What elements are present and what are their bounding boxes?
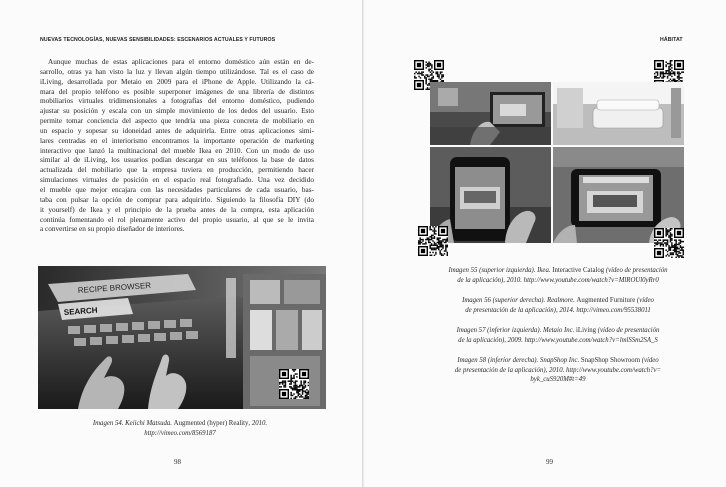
- photo-realmore-augmented-furniture: [553, 82, 684, 145]
- qr-code-image-58: [654, 228, 684, 258]
- caption-58-label: Imagen 58 (inferior derecha). SnapShop Inc.: [457, 357, 581, 364]
- right-page: [364, 0, 726, 487]
- body-line: interactivo que lanzó la multinacional del mueble Ikea en 2010. Con un modo de uso: [40, 146, 314, 155]
- body-line: simulaciones virtuales de posición en el espacio real fotografiado. Una vez decidido: [40, 176, 314, 185]
- caption-58-tail: (vídeo: [640, 357, 659, 364]
- caption-58-line2: de presentación de la aplicación), 2010. http://www.youtube.com/watch?v=: [454, 366, 662, 374]
- left-page: [0, 0, 362, 487]
- body-line: actualizada del mobiliario que la empresa tuviera en producción, permitiendo hacer: [40, 166, 314, 175]
- body-line: Aunque muchas de estas aplicaciones para el entorno doméstico aún están en de-: [48, 58, 314, 66]
- body-line: continúa fomentando el rol plenamente activo del propio usuario, al que se le invita: [40, 215, 314, 224]
- page-number-left: 98: [174, 458, 181, 466]
- caption-image-57: [428, 326, 688, 345]
- body-line: iLiving, desarrollada por Metaio en 2009 para el iPhone de Apple. Utilizando la cá-: [40, 77, 314, 86]
- caption-image-58: [428, 356, 688, 385]
- caption-image-56: [428, 296, 688, 315]
- ar-search-label: SEARCH: [63, 305, 98, 317]
- caption-56-title: Augmented Furniture: [576, 297, 636, 304]
- caption-56-tail: (vídeo: [635, 297, 654, 304]
- body-line: similar al de iLiving, los usuarios podían descargar en sus teléfonos la base de datos: [40, 156, 314, 165]
- body-line: mobiliarios virtuales tridimensionales a fotografías del entorno doméstico, pudiendo: [40, 97, 314, 106]
- caption-image-54: [40, 419, 320, 438]
- caption-57-title: iLiving: [576, 327, 597, 334]
- body-line: taba con pulsar la opción de comprar para adquirirlo. Siguiendo la filosofía DIY (do: [40, 195, 314, 204]
- qr-code-image-54: [279, 369, 309, 399]
- body-line: un espacio y sopesar su idoneidad antes de adquirirla. Entre otras aplicaciones simi-: [40, 126, 314, 135]
- caption-54-tail: , 2010.: [248, 420, 268, 427]
- qr-code-image-57: [418, 226, 448, 256]
- body-line: it yourself) de Ikea y el principio de la prueba antes de la compra, esta aplicación: [40, 205, 314, 214]
- caption-55-line2: de la aplicación), 2010. http://www.youtube.com/watch?v=MlROUl0yRr0: [457, 276, 659, 284]
- running-head-left: NUEVAS TECNOLOGÍAS, NUEVAS SENSIBILIDADES: ESCENARIOS ACTUALES Y FUTUROS: [40, 37, 276, 43]
- caption-56-line2: de presentación de la aplicación), 2014. http://vimeo.com/95538011: [465, 306, 651, 314]
- caption-54-url: http://vimeo.com/8569187: [144, 429, 216, 437]
- body-line: el mueble que mejor encajara con las necesidades particulares de cada usuario, bas-: [40, 185, 314, 194]
- body-line: lares centradas en el interiorismo encontramos la importante operación de marketing: [40, 136, 314, 145]
- caption-57-tail: (vídeo de presentación: [596, 327, 660, 334]
- running-head-right: HÁBITAT: [660, 37, 683, 43]
- caption-57-line2: de la aplicación), 2009. http://www.youtube.com/watch?v=lmlSSm2SA_S: [458, 336, 658, 344]
- caption-55-label: Imagen 55 (superior izquierda). Ikea.: [448, 267, 553, 274]
- caption-57-label: Imagen 57 (inferior izquierda). Metaio Inc.: [456, 327, 577, 334]
- caption-56-label: Imagen 56 (superior derecha). Realmore.: [462, 297, 577, 304]
- body-line: a convertirse en su propio diseñador de interiores.: [40, 225, 185, 234]
- photo-ikea-interactive-catalog: [430, 82, 551, 145]
- photo-metaio-iliving: [430, 147, 551, 243]
- caption-54-title: Augmented (hyper) Reality: [173, 420, 249, 427]
- body-line: sarrollo, otras ya han visto la luz y llevan algún tiempo utilizándose. Tal es el caso de: [40, 67, 314, 76]
- caption-58-line3: byk_cuS920M#t=49: [530, 376, 586, 384]
- page-number-right: 99: [546, 458, 553, 466]
- body-line: mara del propio teléfono es posible superponer imágenes de una librería de distintos: [40, 87, 314, 96]
- caption-55-title: Interactive Catalog: [552, 267, 605, 274]
- caption-55-tail: (vídeo de presentación: [604, 267, 668, 274]
- figure-augmented-hyper-reality: [38, 266, 326, 409]
- body-line: ajustar su posición y escala con un simple movimiento de los dedos del usuario. Esto: [40, 107, 314, 116]
- body-paragraph: [40, 58, 314, 235]
- caption-54-label: Imagen 54. Keiichi Matsuda.: [92, 420, 174, 427]
- caption-58-title: SnapShop Showroom: [580, 357, 640, 364]
- ar-recipe-label: RECIPE BROWSER: [77, 280, 152, 295]
- body-line: permite tomar conciencia del aspecto que tendría una pieza concreta de mobiliario en: [40, 117, 314, 126]
- caption-image-55: [428, 266, 688, 285]
